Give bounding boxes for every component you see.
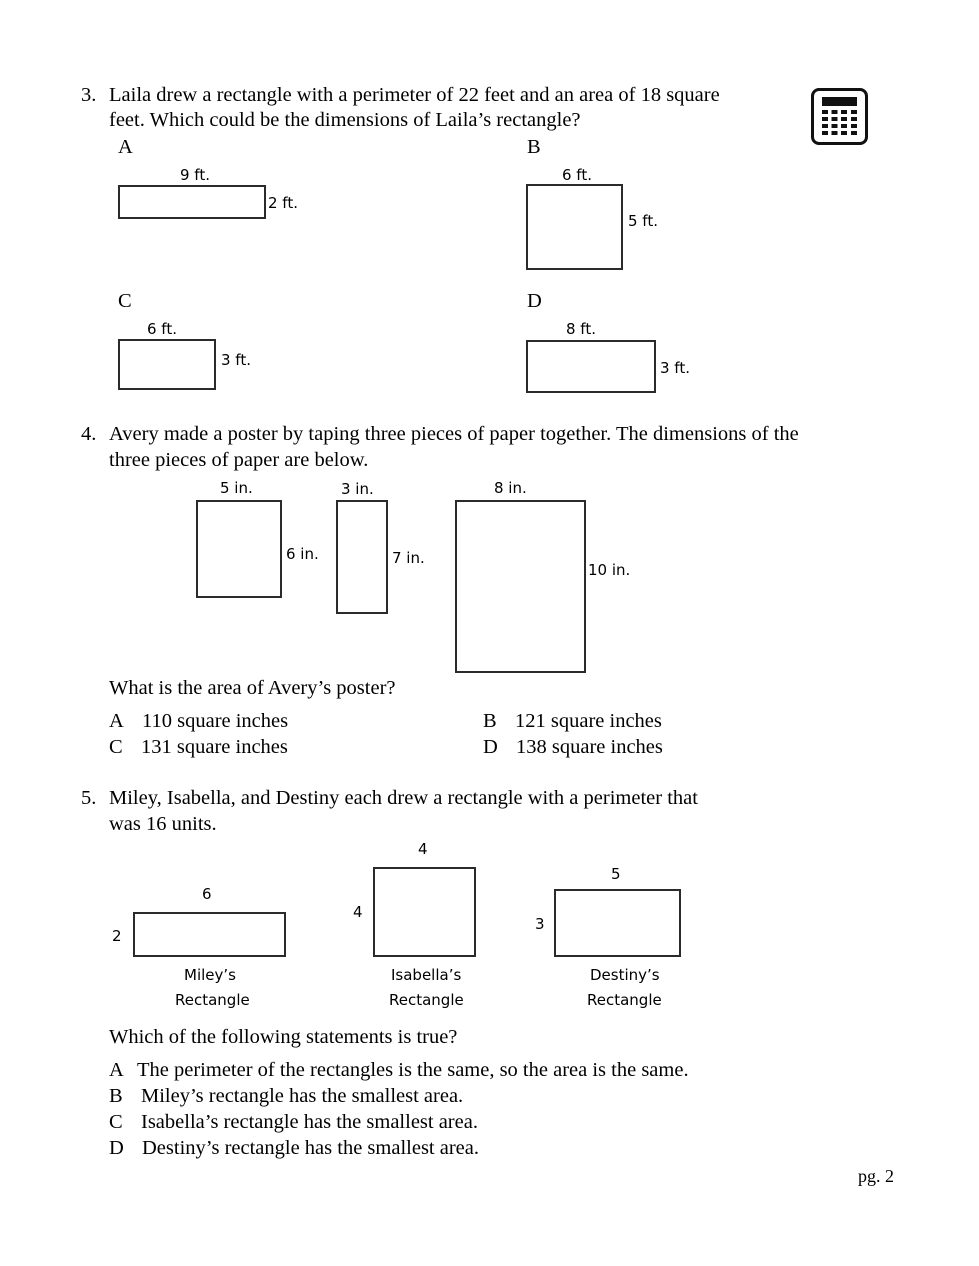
q3-option-c-top-label: 6 ft. (147, 320, 177, 338)
q5-answer-c-text: Isabella’s rectangle has the smallest area. (141, 1111, 478, 1133)
q4-piece1-top-label: 5 in. (220, 479, 253, 497)
q5-text-line1: Miley, Isabella, and Destiny each drew a rectangle with a perimeter that (109, 787, 698, 809)
q4-answer-d-text: 138 square inches (516, 736, 663, 758)
q3-text-line1: Laila drew a rectangle with a perimeter of 22 feet and an area of 18 square (109, 84, 720, 106)
q5-number: 5. (81, 787, 97, 809)
q5-answer-d-text: Destiny’s rectangle has the smallest area. (142, 1137, 479, 1159)
q3-option-d-letter: D (527, 290, 542, 312)
q3-option-c-letter: C (118, 290, 132, 312)
q4-piece2-rectangle (336, 500, 388, 614)
calculator-icon (811, 88, 868, 145)
q5-answer-b-letter: B (109, 1085, 123, 1107)
q4-answer-b-letter: B (483, 710, 497, 732)
q5-answer-a-text: The perimeter of the rectangles is the same, so the area is the same. (137, 1059, 689, 1081)
q5-miley-side-label: 2 (112, 927, 122, 945)
q4-question: What is the area of Avery’s poster? (109, 677, 396, 699)
q5-answer-b-text: Miley’s rectangle has the smallest area. (141, 1085, 464, 1107)
q5-answer-d-letter: D (109, 1137, 124, 1159)
q3-option-c-rectangle (118, 339, 216, 390)
q4-text-line2: three pieces of paper are below. (109, 449, 369, 471)
q3-option-a-side-label: 2 ft. (268, 194, 298, 212)
q3-option-b-letter: B (527, 136, 541, 158)
q3-number: 3. (81, 84, 97, 106)
q4-text-line1: Avery made a poster by taping three pieces of paper together. The dimensions of the (109, 423, 799, 445)
q4-answer-b-text: 121 square inches (515, 710, 662, 732)
q5-text-line2: was 16 units. (109, 813, 217, 835)
q4-piece1-rectangle (196, 500, 282, 598)
q3-option-a-top-label: 9 ft. (180, 166, 210, 184)
q5-miley-top-label: 6 (202, 885, 212, 903)
q5-destiny-caption1: Destiny’s (590, 966, 660, 984)
q5-isabella-rectangle (373, 867, 476, 957)
q3-option-a-letter: A (118, 136, 133, 158)
q4-answer-d-letter: D (483, 736, 498, 758)
q4-piece3-top-label: 8 in. (494, 479, 527, 497)
q3-option-b-side-label: 5 ft. (628, 212, 658, 230)
q5-destiny-top-label: 5 (611, 865, 621, 883)
q4-piece3-side-label: 10 in. (588, 561, 631, 579)
q3-option-d-side-label: 3 ft. (660, 359, 690, 377)
q5-destiny-side-label: 3 (535, 915, 545, 933)
q5-isabella-top-label: 4 (418, 840, 428, 858)
q3-text-line2: feet. Which could be the dimensions of Laila’s rectangle? (109, 109, 581, 131)
q5-isabella-caption1: Isabella’s (391, 966, 462, 984)
q5-question: Which of the following statements is true? (109, 1026, 458, 1048)
q3-option-d-rectangle (526, 340, 656, 393)
q4-answer-c-text: 131 square inches (141, 736, 288, 758)
q3-option-b-rectangle (526, 184, 623, 270)
q5-miley-caption2: Rectangle (175, 991, 250, 1009)
page-number: pg. 2 (858, 1166, 894, 1186)
q4-number: 4. (81, 423, 97, 445)
q3-option-c-side-label: 3 ft. (221, 351, 251, 369)
q5-destiny-rectangle (554, 889, 681, 957)
q5-miley-caption1: Miley’s (184, 966, 236, 984)
q5-answer-a-letter: A (109, 1059, 124, 1081)
q4-answer-a-text: 110 square inches (142, 710, 289, 732)
q3-option-a-rectangle (118, 185, 266, 219)
q4-answer-a-letter: A (109, 710, 124, 732)
q5-isabella-caption2: Rectangle (389, 991, 464, 1009)
q5-isabella-side-label: 4 (353, 903, 363, 921)
q4-piece3-rectangle (455, 500, 586, 673)
q4-piece1-side-label: 6 in. (286, 545, 319, 563)
q4-answer-c-letter: C (109, 736, 123, 758)
q5-miley-rectangle (133, 912, 286, 957)
q3-option-b-top-label: 6 ft. (562, 166, 592, 184)
q5-destiny-caption2: Rectangle (587, 991, 662, 1009)
q3-option-d-top-label: 8 ft. (566, 320, 596, 338)
q4-piece2-top-label: 3 in. (341, 480, 374, 498)
q5-answer-c-letter: C (109, 1111, 123, 1133)
q4-piece2-side-label: 7 in. (392, 549, 425, 567)
